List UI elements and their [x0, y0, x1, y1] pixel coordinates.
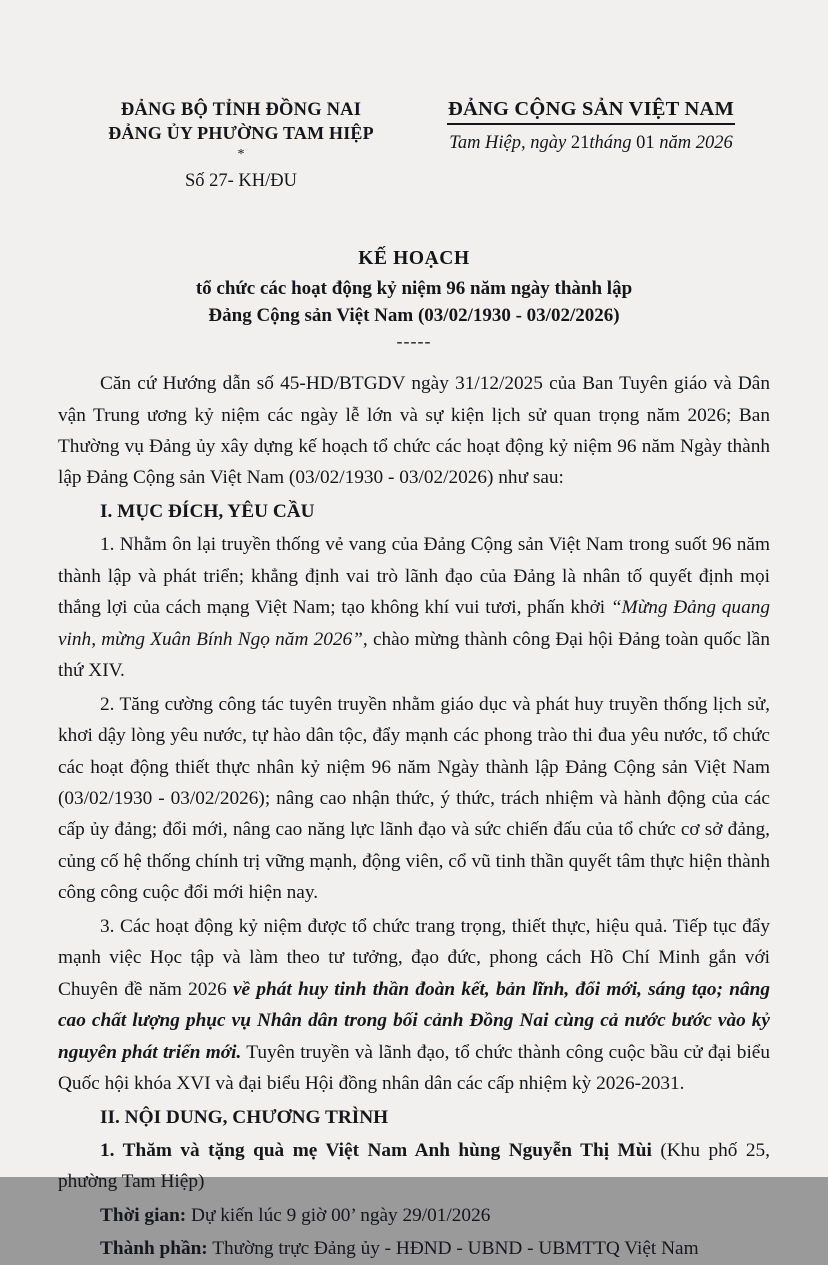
participants-label: Thành phần: — [100, 1238, 208, 1260]
place-and-date — [412, 133, 770, 154]
separator-star: * — [237, 147, 245, 163]
date-month-label: tháng — [589, 133, 637, 153]
paragraph-2: 2. Tăng cường công tác tuyên truyền nhằm giáo dục và phát huy truyền thống lịch sử, khơi dậy lòng yêu nước, tự hào dân tộc, đẩy mạnh các phong trào thi đua yêu nước, tổ chức các hoạt động thiết thực nhân kỷ niệm 96 năm Ngày thành lập Đảng Cộng sản Việt Nam (03/02/1930 - 03/02/2026); nâng cao nhận thức, ý thức, trách nhiệm và hành động của các cấp ủy đảng; đổi mới, nâng cao năng lực lãnh đạo và sức chiến đấu của tổ chức cơ sở đảng, củng cố hệ thống chính trị vững mạnh, động viên, cổ vũ tinh thần quyết tâm thực hiện thành công công cuộc đổi mới hiện nay. — [58, 693, 770, 904]
date-month: 01 — [636, 133, 655, 153]
date-day: 21 — [570, 133, 590, 153]
ward-party-line: ĐẢNG ỦY PHƯỜNG TAM HIỆP — [108, 123, 374, 144]
intro-paragraph: Căn cứ Hướng dẫn số 45-HD/BTGDV ngày 31/12/2025 của Ban Tuyên giáo và Dân vận Trung ương kỷ niệm các ngày lễ lớn và sự kiện lịch sử quan trọng năm 2026; Ban Thường vụ Đảng ủy xây dựng kế hoạch tổ chức các hoạt động kỷ niệm 96 năm Ngày thành lập Đảng Cộng sản Việt Nam (03/02/1930 - 03/02/2026) như sau: — [58, 373, 770, 489]
place-date-prefix: Tam Hiệp, ngày — [449, 133, 571, 153]
document-number: Số 27- KH/ĐU — [184, 171, 298, 192]
province-party-line: ĐẢNG BỘ TỈNH ĐỒNG NAI — [120, 100, 362, 120]
time-label: Thời gian: — [100, 1204, 187, 1226]
section-2-heading: II. NỘI DUNG, CHƯƠNG TRÌNH — [100, 1106, 389, 1128]
document-type-title: KẾ HOẠCH — [358, 248, 470, 270]
time-value: Dự kiến lúc 9 giờ 00’ ngày 29/01/2026 — [186, 1204, 491, 1226]
item-1 — [58, 1135, 770, 1198]
paragraph-3-emphasis: về phát huy tinh thần đoàn kết, bản lĩnh, đổi mới, sáng tạo; nâng cao chất lượng phục vụ Nhân dân trong bối cảnh Đồng Nai cùng cả nước bước vào kỷ nguyên phát triển mới. — [58, 978, 770, 1063]
item-1-title: 1. Thăm và tặng quà mẹ Việt Nam Anh hùng Nguyễn Thị Mùi — [100, 1139, 652, 1161]
national-heading-block — [406, 98, 770, 154]
paper-inner — [58, 98, 770, 1260]
issuing-authority-block — [58, 98, 406, 192]
party-name-underline — [447, 123, 735, 125]
paragraph-3 — [58, 911, 770, 1100]
item-1-participants — [58, 1233, 770, 1264]
paragraph-1-part-a: 1. Nhằm ôn lại truyền thống vẻ vang của Đảng Cộng sản Việt Nam trong suốt 96 năm thành lập và phát triển; khẳng định vai trò lãnh đạo của Đảng là nhân tố quyết định mọi thắng lợi của cách mạng Việt Nam; tạo không khí vui tươi, phấn khởi — [58, 534, 770, 619]
document-title-block — [58, 248, 770, 352]
item-1-time — [58, 1200, 770, 1231]
item-1-detail: (Khu phố 25, phường Tam Hiệp) — [58, 1139, 770, 1193]
document-subtitle-line1: tổ chức các hoạt động kỷ niệm 96 năm ngày thành lập — [195, 278, 633, 300]
paragraph-1-part-b: , chào mừng thành công Đại hội Đảng toàn quốc lần thứ XIV. — [58, 628, 770, 682]
party-name: ĐẢNG CỘNG SẢN VIỆT NAM — [447, 98, 735, 120]
title-rule: ----- — [396, 331, 432, 352]
date-year: năm 2026 — [654, 133, 733, 153]
paragraph-1 — [58, 529, 770, 686]
document-body — [58, 368, 770, 1265]
document-header — [58, 98, 770, 192]
document-subtitle-line2: Đảng Cộng sản Việt Nam (03/02/1930 - 03/02/2026) — [208, 305, 620, 327]
paragraph-1-quote: “Mừng Đảng quang vinh, mừng Xuân Bính Ngọ năm 2026” — [58, 597, 770, 650]
participants-value: Thường trực Đảng ủy - HĐND - UBND - UBMTTQ Việt Nam — [207, 1238, 699, 1260]
paragraph-3-part-b: Tuyên truyền và lãnh đạo, tổ chức thành công cuộc bầu cử đại biểu Quốc hội khóa XVI và đại biểu Hội đồng nhân dân các cấp nhiệm kỳ 2026-2031. — [58, 1041, 770, 1095]
section-1-heading: I. MỤC ĐÍCH, YÊU CẦU — [100, 500, 315, 522]
paragraph-3-part-a: 3. Các hoạt động kỷ niệm được tổ chức trang trọng, thiết thực, hiệu quả. Tiếp tục đẩy mạnh việc Học tập và làm theo tư tưởng, đạo đức, phong cách Hồ Chí Minh gắn với Chuyên đề năm 2026 — [58, 915, 770, 1000]
